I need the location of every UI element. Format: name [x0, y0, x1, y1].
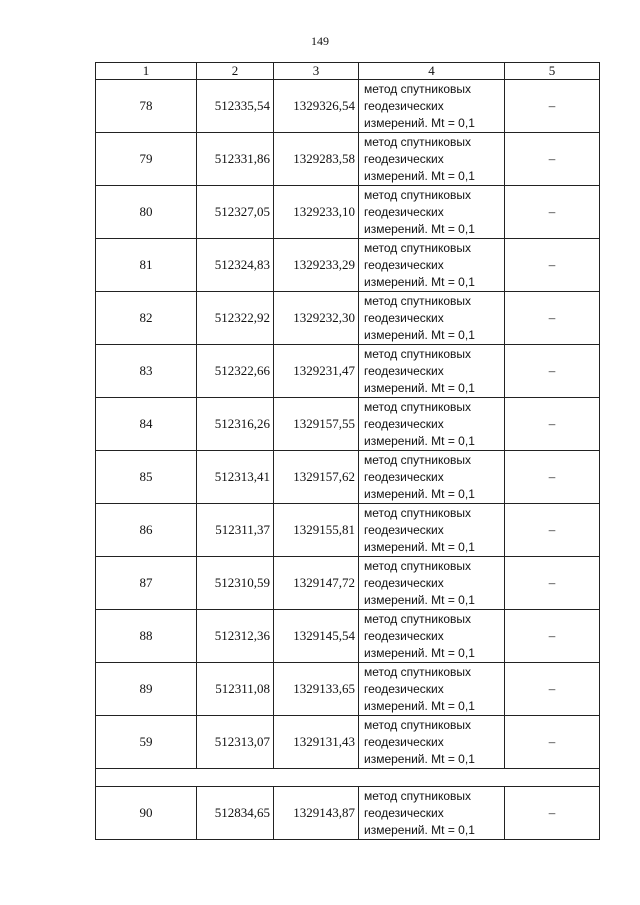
note-dash: –	[505, 345, 600, 398]
method-line: метод спутниковых	[364, 717, 472, 732]
table-row	[96, 186, 600, 239]
coordinate-x: 512313,41	[197, 451, 274, 504]
point-number: 89	[96, 663, 197, 716]
note-dash: –	[505, 663, 600, 716]
method-line: геодезических	[364, 628, 444, 643]
note-dash: –	[505, 610, 600, 663]
coordinate-y: 1329145,54	[274, 610, 359, 663]
coordinate-x: 512331,86	[197, 133, 274, 186]
header-col-1: 1	[96, 63, 197, 80]
coordinate-y: 1329233,10	[274, 186, 359, 239]
header-col-4: 4	[359, 63, 505, 80]
header-col-2: 2	[197, 63, 274, 80]
method-line: геодезических	[364, 98, 444, 113]
table-row	[96, 504, 600, 557]
coordinate-x: 512324,83	[197, 239, 274, 292]
point-number: 90	[96, 787, 197, 840]
method-line: метод спутниковых	[364, 788, 472, 803]
point-number: 85	[96, 451, 197, 504]
method-line: метод спутниковых	[364, 399, 472, 414]
method-line: геодезических	[364, 151, 444, 166]
table-row	[96, 610, 600, 663]
method-line: метод спутниковых	[364, 452, 472, 467]
point-number: 82	[96, 292, 197, 345]
note-dash: –	[505, 504, 600, 557]
method-line: геодезических	[364, 469, 444, 484]
method-line: измерений. Mt = 0,1	[364, 822, 475, 837]
table-row	[96, 239, 600, 292]
table-row	[96, 787, 600, 840]
note-dash: –	[505, 239, 600, 292]
coordinate-x: 512834,65	[197, 787, 274, 840]
table-row	[96, 557, 600, 610]
method-line: измерений. Mt = 0,1	[364, 221, 475, 236]
point-number: 59	[96, 716, 197, 769]
note-dash: –	[505, 292, 600, 345]
method-description	[359, 186, 505, 239]
method-line: геодезических	[364, 310, 444, 325]
method-line: измерений. Mt = 0,1	[364, 433, 475, 448]
method-line: измерений. Mt = 0,1	[364, 751, 475, 766]
note-dash: –	[505, 80, 600, 133]
note-dash: –	[505, 716, 600, 769]
coordinate-y: 1329283,58	[274, 133, 359, 186]
method-description	[359, 663, 505, 716]
method-description	[359, 239, 505, 292]
method-description	[359, 292, 505, 345]
point-number: 87	[96, 557, 197, 610]
coordinate-x: 512322,92	[197, 292, 274, 345]
coordinate-y: 1329231,47	[274, 345, 359, 398]
coordinate-y: 1329232,30	[274, 292, 359, 345]
coordinate-x: 512316,26	[197, 398, 274, 451]
method-line: геодезических	[364, 805, 444, 820]
coordinate-x: 512312,36	[197, 610, 274, 663]
method-description	[359, 398, 505, 451]
point-number: 80	[96, 186, 197, 239]
method-line: геодезических	[364, 681, 444, 696]
table-body	[96, 80, 600, 840]
coordinate-y: 1329157,62	[274, 451, 359, 504]
page-number: 149	[311, 34, 329, 48]
method-line: метод спутниковых	[364, 187, 472, 202]
table-header	[96, 63, 600, 80]
method-line: метод спутниковых	[364, 505, 472, 520]
note-dash: –	[505, 133, 600, 186]
table-row	[96, 80, 600, 133]
point-number: 86	[96, 504, 197, 557]
point-number: 79	[96, 133, 197, 186]
table-row	[96, 663, 600, 716]
coordinate-y: 1329157,55	[274, 398, 359, 451]
point-number: 81	[96, 239, 197, 292]
coordinate-y: 1329233,29	[274, 239, 359, 292]
method-line: геодезических	[364, 363, 444, 378]
coordinate-x: 512311,37	[197, 504, 274, 557]
coordinate-x: 512322,66	[197, 345, 274, 398]
method-line: метод спутниковых	[364, 81, 472, 96]
header-col-3: 3	[274, 63, 359, 80]
method-line: метод спутниковых	[364, 346, 472, 361]
table-row	[96, 345, 600, 398]
method-line: метод спутниковых	[364, 240, 472, 255]
coordinate-x: 512311,08	[197, 663, 274, 716]
method-line: геодезических	[364, 257, 444, 272]
method-line: геодезических	[364, 204, 444, 219]
coordinate-x: 512327,05	[197, 186, 274, 239]
method-description	[359, 716, 505, 769]
note-dash: –	[505, 557, 600, 610]
table-row	[96, 292, 600, 345]
note-dash: –	[505, 787, 600, 840]
method-description	[359, 451, 505, 504]
method-description	[359, 504, 505, 557]
table-row	[96, 398, 600, 451]
note-dash: –	[505, 398, 600, 451]
note-dash: –	[505, 186, 600, 239]
coordinates-table	[95, 62, 600, 840]
coordinate-x: 512310,59	[197, 557, 274, 610]
method-line: измерений. Mt = 0,1	[364, 274, 475, 289]
coordinate-y: 1329133,65	[274, 663, 359, 716]
table-row	[96, 451, 600, 504]
note-dash: –	[505, 451, 600, 504]
method-line: метод спутниковых	[364, 293, 472, 308]
method-line: геодезических	[364, 522, 444, 537]
method-line: измерений. Mt = 0,1	[364, 327, 475, 342]
header-row	[96, 63, 600, 80]
method-line: измерений. Mt = 0,1	[364, 486, 475, 501]
point-number: 84	[96, 398, 197, 451]
method-description	[359, 133, 505, 186]
coordinate-x: 512313,07	[197, 716, 274, 769]
method-line: метод спутниковых	[364, 664, 472, 679]
coordinate-x: 512335,54	[197, 80, 274, 133]
method-description	[359, 610, 505, 663]
method-line: геодезических	[364, 575, 444, 590]
method-line: геодезических	[364, 416, 444, 431]
point-number: 78	[96, 80, 197, 133]
method-line: измерений. Mt = 0,1	[364, 592, 475, 607]
method-line: измерений. Mt = 0,1	[364, 539, 475, 554]
method-line: измерений. Mt = 0,1	[364, 645, 475, 660]
point-number: 88	[96, 610, 197, 663]
method-line: метод спутниковых	[364, 134, 472, 149]
table-row	[96, 133, 600, 186]
empty-separator-row	[96, 769, 600, 787]
method-line: метод спутниковых	[364, 558, 472, 573]
coordinate-y: 1329131,43	[274, 716, 359, 769]
method-description	[359, 787, 505, 840]
method-line: метод спутниковых	[364, 611, 472, 626]
empty-separator-cell	[96, 769, 600, 787]
method-line: геодезических	[364, 734, 444, 749]
method-line: измерений. Mt = 0,1	[364, 168, 475, 183]
method-description	[359, 557, 505, 610]
method-description	[359, 80, 505, 133]
header-col-5: 5	[505, 63, 600, 80]
coordinate-y: 1329326,54	[274, 80, 359, 133]
method-line: измерений. Mt = 0,1	[364, 115, 475, 130]
coordinate-y: 1329147,72	[274, 557, 359, 610]
method-line: измерений. Mt = 0,1	[364, 380, 475, 395]
table-row	[96, 716, 600, 769]
coordinate-y: 1329143,87	[274, 787, 359, 840]
method-line: измерений. Mt = 0,1	[364, 698, 475, 713]
method-description	[359, 345, 505, 398]
point-number: 83	[96, 345, 197, 398]
coordinate-y: 1329155,81	[274, 504, 359, 557]
